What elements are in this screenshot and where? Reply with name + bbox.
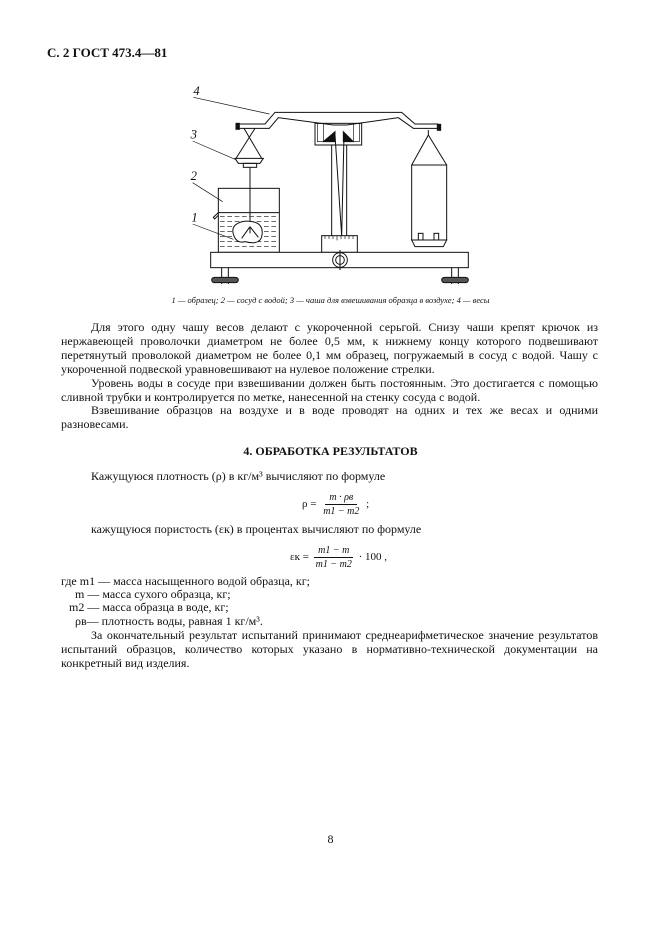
definition: m2 — масса образца в воде, кг; [69,600,229,615]
caption-num: 4 [456,295,461,305]
right-knob [437,124,440,130]
caption-text: — сосуд с водой; [224,295,290,305]
beam [238,112,438,128]
formula-numerator: m · ρв [325,492,357,505]
label-1: 1 [191,210,198,225]
caption-text: — образец; [175,295,221,305]
page-number: 8 [327,832,334,846]
formula-tail: · 100 , [358,551,388,564]
formula-tail: ; [366,498,370,511]
density-intro: Кажущуюся плотность (ρ) в кг/м³ вычисляют по формуле [91,469,386,483]
definition: m — масса сухого образца, кг; [75,587,231,602]
definitions [61,575,310,628]
definition: ρв— плотность воды, равная 1 кг/м³. [75,613,263,628]
page-header: С. 2 ГОСТ 473.4—81 [47,45,168,60]
balance-diagram [180,80,480,290]
paragraph: Взвешивание образцов на воздухе и в воде проводят на одних и тех же весах и одними разновесами. [61,403,598,432]
final-paragraph: За окончательный результат испытаний принимают среднеарифметическое значение результатов испытаний образцов, количество которых указано в нормативно-технической документации на конкретный вид изделия. [61,628,598,670]
scale [322,236,358,253]
figure-caption [0,295,661,305]
caption-num: 1 [171,295,176,305]
left-knob [236,123,239,129]
density-formula [302,492,369,517]
label-2: 2 [190,169,197,183]
formula-denominator: m1 − m2 [315,559,352,570]
right-pan [412,165,447,240]
spout [213,213,218,219]
porosity-intro: кажущуюся пористость (εк) в процентах вычисляют по формуле [91,522,422,536]
definition: где m1 — масса насыщенного водой образца, кг; [61,574,310,588]
label-3: 3 [190,127,197,142]
caption-text: — весы [460,295,490,305]
formula-denominator: m1 − m2 [323,506,360,517]
left-pan [235,158,263,163]
caption-num: 3 [289,295,295,305]
formula-lhs: εк = [290,551,309,564]
paragraph: Для этого одну чашу весов делают с укороченной серьгой. Снизу чаши крепят крючок из нержавеющей проволочки диаметром не более 0,5 мм, к нижнему концу которого подвешивают перетянутый проволокой диаметром не более 0,1 мм образец, погружаемый в сосуд с водой. Чашу с укороченной подвеской уравновешивают на нулевое положение стрелки. [61,320,598,376]
paragraph: Уровень воды в сосуде при взвешивании должен быть постоянным. Это достигается с помощью сливной трубки и контролируется по метке, нанесенной на стенку сосуда с водой. [61,375,598,404]
body-text [61,321,598,432]
formula-lhs: ρ = [302,498,317,511]
section-heading: 4. ОБРАБОТКА РЕЗУЛЬТАТОВ [243,444,418,458]
caption-num: 2 [220,295,225,305]
formula-numerator: m1 − m [314,545,353,558]
label-4: 4 [193,84,200,98]
caption-text: — чаша для взвешивания образца в воздухе; [294,295,457,305]
sample [233,221,262,242]
porosity-formula [290,545,387,570]
